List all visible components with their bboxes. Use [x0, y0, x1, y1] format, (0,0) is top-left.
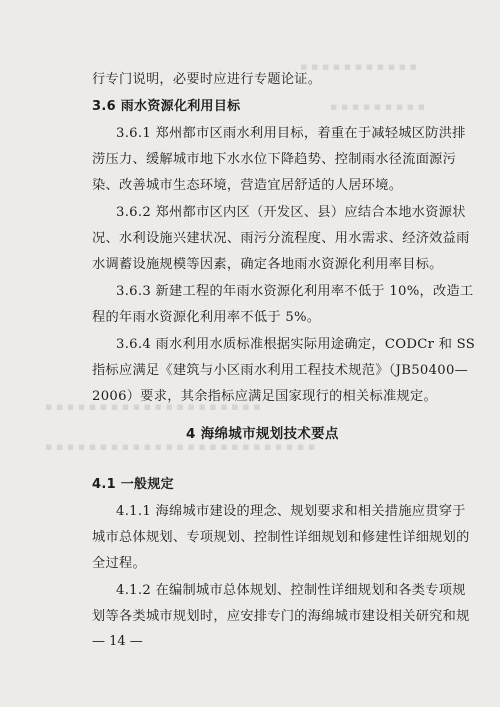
bleed-through-text: ▪ ▪ ▪ ▪ ▪ ▪ ▪ ▪ ▪ — [330, 100, 426, 113]
text-line: 3.6.2 郑州都市区内区（开发区、县）应结合本地水资源状 — [116, 205, 466, 220]
text-line: 行专门说明，必要时应进行专题论证。 — [92, 72, 322, 87]
text-line: 涝压力、缓解城市地下水水位下降趋势、控制雨水径流面源污 — [92, 152, 457, 167]
text-line: 3.6.1 郑州都市区雨水利用目标，着重在于减轻城区防洪排 — [116, 126, 466, 141]
text-line: 2006）要求，其余指标应满足国家现行的相关标准规定。 — [92, 389, 437, 404]
text-line: 全过程。 — [92, 556, 146, 571]
chapter-heading: 4 海绵城市规划技术要点 — [186, 426, 339, 442]
text-line: 城市总体规划、专项规划、控制性详细规划和修建性详细规划的 — [92, 530, 470, 545]
text-line: 4.1.1 海绵城市建设的理念、规划要求和相关措施应贯穿于 — [116, 504, 466, 519]
text-line: 指标应满足《建筑与小区雨水利用工程技术规范》（JB50400— — [92, 363, 469, 378]
text-line: 染、改善城市生态环境，营造宜居舒适的人居环境。 — [92, 178, 403, 193]
text-line: 划等各类城市规划时，应安排专门的海绵城市建设相关研究和规 — [92, 609, 470, 624]
text-line: 3.6.4 雨水利用水质标准根据实际用途确定，CODCr 和 SS — [116, 337, 476, 352]
bleed-through-text: ▪ ▪ ▪ ▪ ▪ ▪ ▪ ▪ ▪ ▪ ▪ ▪ ▪ ▪ ▪ ▪ ▪ ▪ ▪ ▪ — [45, 400, 261, 413]
bleed-through-text: ▪ ▪ ▪ ▪ ▪ ▪ ▪ ▪ ▪ ▪ ▪ — [300, 60, 417, 73]
text-line: 况、水利设施兴建状况、雨污分流程度、用水需求、经济效益雨 — [92, 231, 470, 246]
page-number: — 14 — — [92, 634, 143, 649]
text-line: 水调蓄设施规模等因素，确定各地雨水资源化利用率目标。 — [92, 257, 443, 272]
text-line: 程的年雨水资源化利用率不低于 5%。 — [92, 310, 321, 325]
section-heading-3-6: 3.6 雨水资源化利用目标 — [92, 99, 241, 114]
section-heading-4-1: 4.1 一般规定 — [92, 477, 174, 492]
bleed-through-text: ▪ ▪ ▪ ▪ ▪ ▪ ▪ ▪ ▪ ▪ ▪ ▪ ▪ ▪ ▪ ▪ ▪ ▪ ▪ ▪ ▪ ▪ ▪ ▪ ▪ — [45, 440, 316, 453]
text-line: 3.6.3 新建工程的年雨水资源化利用率不低于 10%，改造工 — [116, 284, 474, 299]
text-line: 4.1.2 在编制城市总体规划、控制性详细规划和各类专项规 — [116, 583, 466, 598]
